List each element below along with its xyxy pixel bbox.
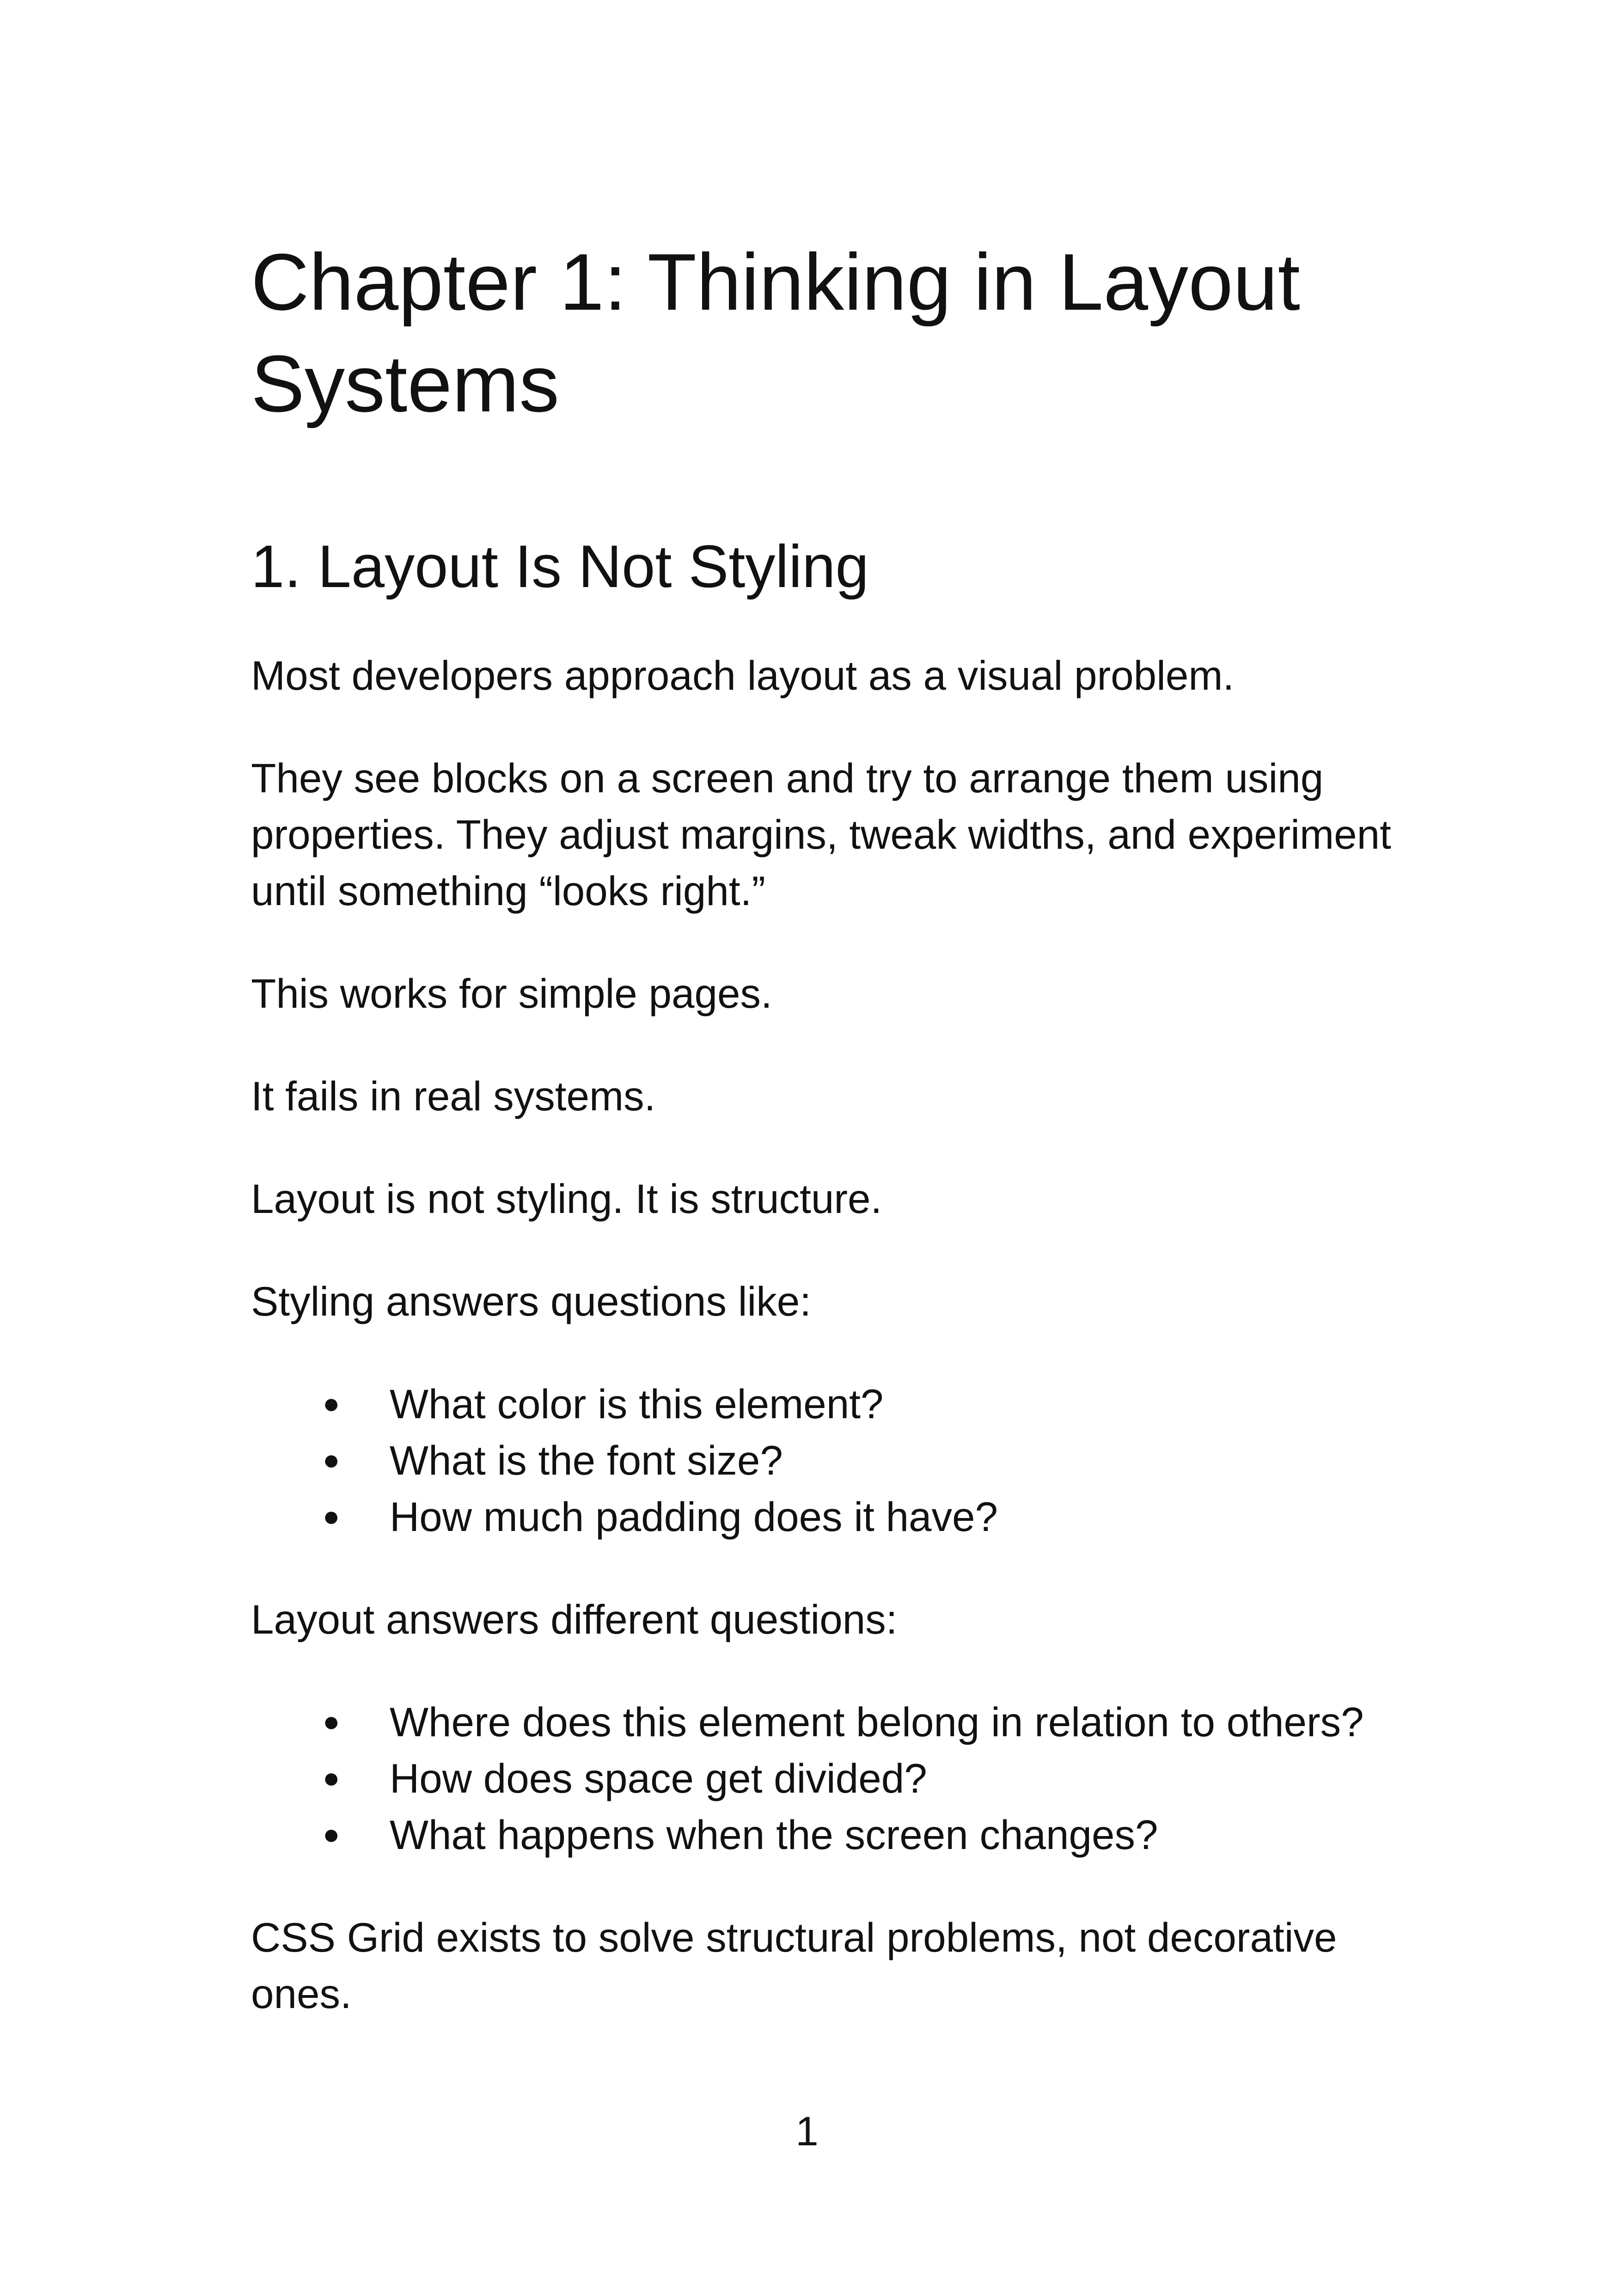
list-item-text: How much padding does it have?	[390, 1494, 998, 1540]
chapter-title: Chapter 1: Thinking in Layout Systems	[251, 237, 1300, 429]
styling-questions-list	[251, 1376, 1406, 1545]
bullet-icon: ●	[323, 1444, 340, 1476]
list-item-text: Where does this element belong in relation to others?	[390, 1699, 1364, 1745]
list-item	[251, 1750, 1406, 1806]
bullet-icon: ●	[323, 1500, 340, 1532]
layout-questions-list	[251, 1694, 1406, 1863]
paragraph: This works for simple pages.	[251, 970, 772, 1016]
paragraph: They see blocks on a screen and try to arrange them using properties. They adjust margins, tweak widths, and experiment until something “looks right.”	[251, 755, 1391, 914]
bullet-icon: ●	[323, 1388, 340, 1420]
paragraph: CSS Grid exists to solve structural problems, not decorative ones.	[251, 1914, 1337, 2017]
list-item-text: What is the font size?	[390, 1437, 783, 1483]
paragraph: Layout answers different questions:	[251, 1596, 898, 1642]
list-item	[251, 1488, 1406, 1545]
bullet-icon: ●	[323, 1762, 340, 1794]
paragraph: Layout is not styling. It is structure.	[251, 1176, 882, 1222]
list-item	[251, 1376, 1406, 1432]
list-item-text: What color is this element?	[390, 1381, 884, 1427]
section-heading: 1. Layout Is Not Styling	[251, 533, 869, 600]
bullet-icon: ●	[323, 1706, 340, 1738]
page-content	[251, 231, 1406, 2022]
bullet-icon: ●	[323, 1818, 340, 1850]
page-number: 1	[795, 2108, 819, 2154]
list-item	[251, 1806, 1406, 1863]
paragraph: Most developers approach layout as a visual problem.	[251, 652, 1235, 698]
list-item	[251, 1432, 1406, 1488]
paragraph: It fails in real systems.	[251, 1073, 656, 1119]
paragraph: Styling answers questions like:	[251, 1278, 811, 1324]
list-item	[251, 1694, 1406, 1750]
list-item-text: How does space get divided?	[390, 1755, 927, 1801]
list-item-text: What happens when the screen changes?	[390, 1812, 1158, 1858]
